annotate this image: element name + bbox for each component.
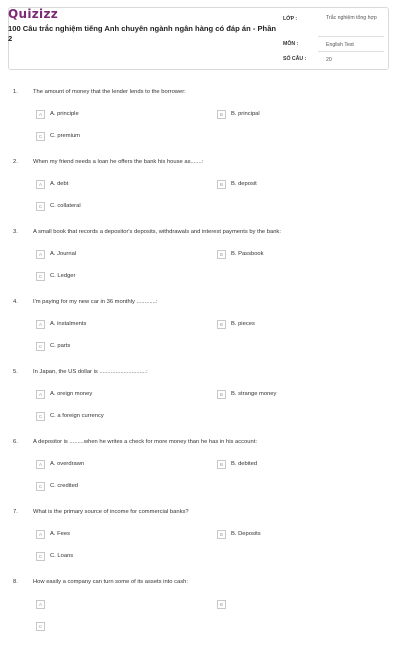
question-item <box>0 369 400 439</box>
page-title: 100 Câu trắc nghiệm tiếng Anh chuyên ngành ngân hàng có đáp án - Phần 2 <box>8 24 277 43</box>
option-text: A. instalments <box>50 321 87 327</box>
divider <box>318 51 384 52</box>
option-text: B. pieces <box>231 321 255 327</box>
option-text: B. Deposits <box>231 531 261 537</box>
option-letter-box[interactable]: B <box>217 250 226 259</box>
option-text: C. a foreign currency <box>50 413 104 419</box>
option-text: A. oreign money <box>50 391 93 397</box>
option-text: C. collateral <box>50 203 81 209</box>
option-letter-box[interactable]: B <box>217 110 226 119</box>
option-text: B. principal <box>231 111 260 117</box>
option-text: A. debt <box>50 181 69 187</box>
option-text: A. Journal <box>50 251 77 257</box>
question-number: 5. <box>13 369 18 375</box>
option-letter-box[interactable]: B <box>217 180 226 189</box>
question-text: How easily a company can turn some of its assets into cash: <box>33 579 188 585</box>
question-item <box>0 579 400 649</box>
option-letter-box[interactable]: C <box>36 202 45 211</box>
subject-value: English Test <box>326 42 354 48</box>
question-number: 8. <box>13 579 18 585</box>
question-text: When my friend needs a loan he offers the bank his house as.......: <box>33 159 204 165</box>
option-letter-box[interactable]: C <box>36 342 45 351</box>
question-item <box>0 439 400 509</box>
option-letter-box[interactable]: C <box>36 272 45 281</box>
question-text: The amount of money that the lender lends to the borrower: <box>33 89 186 95</box>
option-letter-box[interactable]: B <box>217 530 226 539</box>
question-text: I'm paying for my new car in 36 monthly ............: <box>33 299 158 305</box>
subject-label: MÔN : <box>283 41 299 47</box>
question-number: 6. <box>13 439 18 445</box>
question-number: 2. <box>13 159 18 165</box>
option-text: A. Fees <box>50 531 70 537</box>
question-text: In Japan, the US dollar is .............................: <box>33 369 148 375</box>
option-text: C. credited <box>50 483 79 489</box>
option-letter-box[interactable]: B <box>217 320 226 329</box>
option-letter-box[interactable]: A <box>36 390 45 399</box>
option-letter-box[interactable]: A <box>36 600 45 609</box>
question-item <box>0 159 400 229</box>
option-text: C. Ledger <box>50 273 76 279</box>
option-text: B. debited <box>231 461 258 467</box>
option-text: A. overdrawn <box>50 461 85 467</box>
question-text: A small book that records a depositor's deposits, withdrawals and interest payments by the bank: <box>33 229 281 235</box>
option-letter-box[interactable]: C <box>36 132 45 141</box>
quizizz-logo[interactable]: Quizizz <box>8 7 59 21</box>
question-number: 1. <box>13 89 18 95</box>
grade-value: Trắc nghiệm tổng hợp <box>326 15 377 21</box>
divider <box>318 36 384 37</box>
option-text: B. strange money <box>231 391 277 397</box>
option-text: B. deposit <box>231 181 257 187</box>
option-letter-box[interactable]: A <box>36 110 45 119</box>
option-letter-box[interactable]: A <box>36 320 45 329</box>
question-text: What is the primary source of income for commercial banks? <box>33 509 189 515</box>
option-letter-box[interactable]: A <box>36 250 45 259</box>
option-letter-box[interactable]: B <box>217 600 226 609</box>
question-item <box>0 299 400 369</box>
option-letter-box[interactable]: C <box>36 552 45 561</box>
grade-label: LỚP : <box>283 16 298 22</box>
option-letter-box[interactable]: B <box>217 460 226 469</box>
question-number: 4. <box>13 299 18 305</box>
option-letter-box[interactable]: A <box>36 460 45 469</box>
option-text: C. premium <box>50 133 80 139</box>
question-item <box>0 229 400 299</box>
question-text: A depositor is .........when he writes a check for more money than he has in his account: <box>33 439 257 445</box>
question-item <box>0 509 400 579</box>
question-item <box>0 89 400 159</box>
option-text: C. Loans <box>50 553 74 559</box>
option-letter-box[interactable]: A <box>36 180 45 189</box>
option-letter-box[interactable]: C <box>36 622 45 631</box>
count-label: SỐ CÂU : <box>283 56 307 62</box>
option-letter-box[interactable]: C <box>36 482 45 491</box>
option-letter-box[interactable]: B <box>217 390 226 399</box>
option-text: A. principle <box>50 111 79 117</box>
option-text: C. parts <box>50 343 71 349</box>
option-letter-box[interactable]: A <box>36 530 45 539</box>
count-value: 20 <box>326 57 332 63</box>
option-letter-box[interactable]: C <box>36 412 45 421</box>
question-number: 3. <box>13 229 18 235</box>
question-number: 7. <box>13 509 18 515</box>
option-text: B. Passbook <box>231 251 264 257</box>
